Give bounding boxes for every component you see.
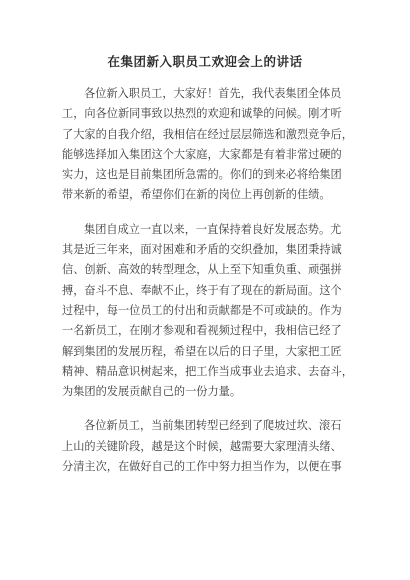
document-title: 在集团新入职员工欢迎会上的讲话 [107,54,303,69]
text-line: 精神、精品意识树起来，把工作当成事业去追求、去奋斗， [62,364,353,378]
text-line: 分清主次，在做好自己的工作中努力担当作为，以便在事 [62,460,342,474]
text-line: 信、创新、高效的转型理念，从上至下知重负重、顽强拼 [62,263,342,277]
paragraph-transformation [62,416,362,477]
text-line: 搏，奋斗不息、奉献不止，终于有了现在的新局面。这个 [62,283,342,297]
paragraph-welcome [62,84,362,206]
text-line: 解到集团的发展历程，希望在以后的日子里，大家把工匠 [62,344,342,358]
document-body [62,84,362,491]
text-line: 能够选择加入集团这个大家庭，大家都是有着非常过硬的 [62,147,342,161]
text-line: 了大家的自我介绍，我相信在经过层层筛选和激烈竞争后， [62,127,353,141]
text-line: 一名新员工，在刚才参观和看视频过程中，我相信已经了 [62,324,342,338]
text-line: 为集团的发展贡献自己的一份力量。 [62,385,242,399]
text-line: 各位新员工，当前集团转型已经到了爬坡过坎、滚石 [84,419,342,433]
text-line: 集团自成立一直以来，一直保持着良好发展态势。尤 [84,222,342,236]
text-line: 其是近三年来，面对困难和矛盾的交织叠加，集团秉持诚 [62,243,342,257]
text-line: 实力，这也是目前集团所急需的。你们的到来必将给集团 [62,168,342,182]
text-line: 各位新入职员工，大家好！首先，我代表集团全体员 [84,87,342,100]
text-line: 过程中，每一位员工的付出和贡献都是不可或缺的。作为 [62,303,342,317]
text-line: 工，向各位新同事致以热烈的欢迎和诚挚的问候。刚才听 [62,107,342,121]
text-line: 上山的关键阶段，越是这个时候，越需要大家理清头绪、 [62,439,342,453]
paragraph-history [62,220,362,403]
text-line: 带来新的希望，希望你们在新的岗位上再创新的佳绩。 [62,188,331,202]
